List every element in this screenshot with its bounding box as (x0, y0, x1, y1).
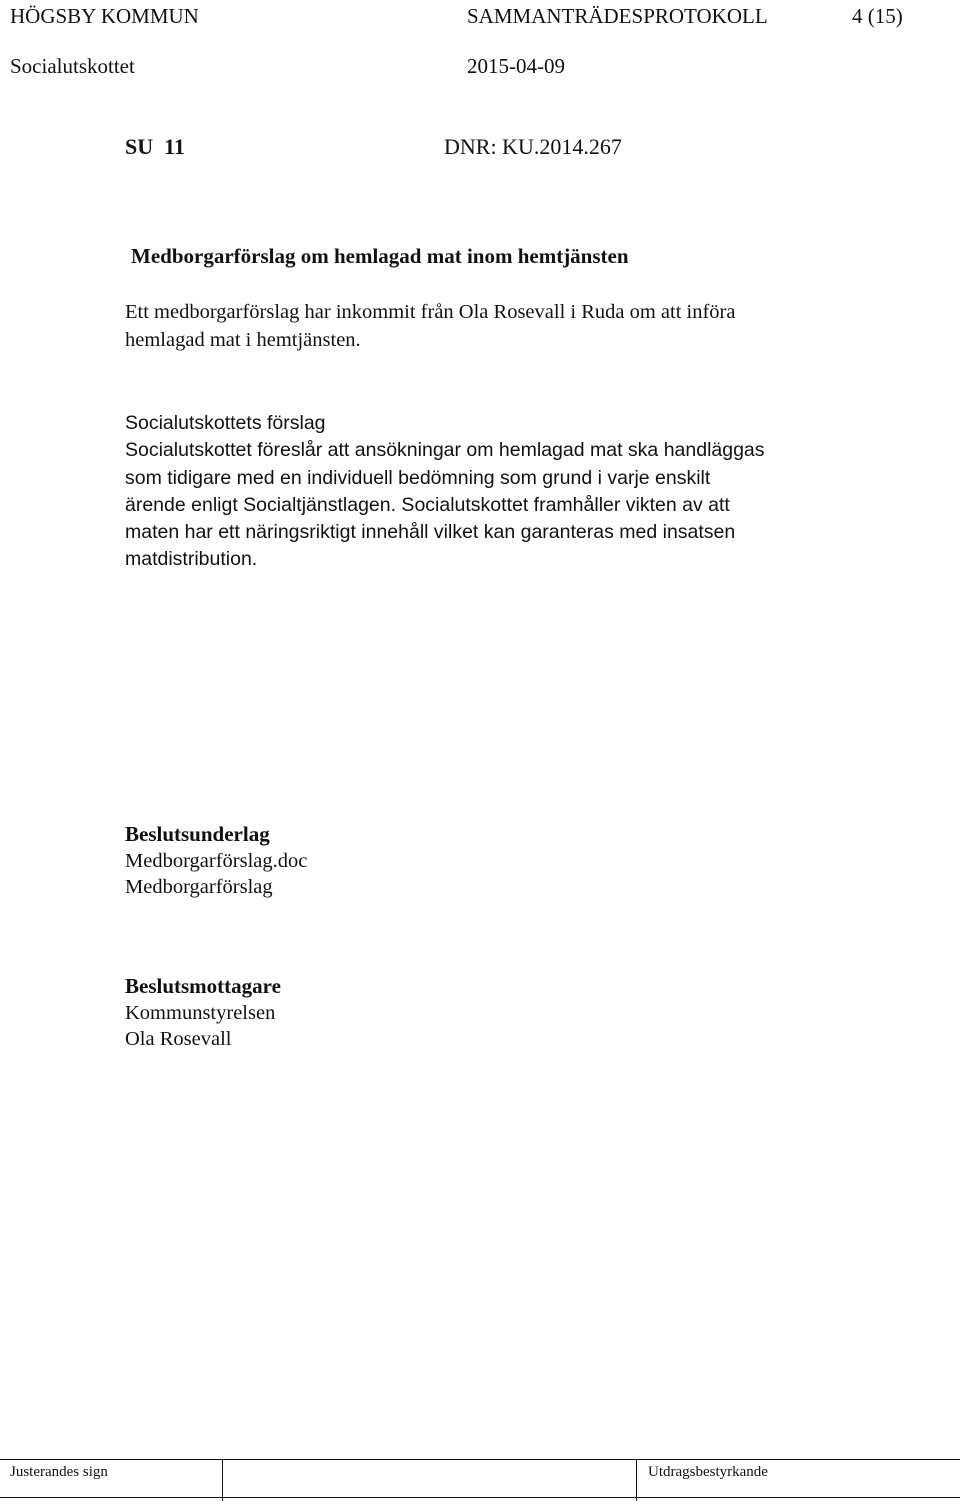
proposal-section (125, 410, 765, 574)
text-line: Ett medborgarförslag har inkommit från Ola Rosevall i Ruda om att införa (125, 301, 736, 323)
page-title: Medborgarförslag om hemlagad mat inom hemtjänsten (131, 244, 629, 268)
section-heading: Socialutskottets förslag (125, 412, 326, 434)
footer-bottom-rule (0, 1497, 960, 1498)
page-number: 4 (15) (852, 4, 903, 28)
text-line: matdistribution. (125, 548, 258, 571)
list-item: Medborgarförslag (125, 876, 273, 898)
section-heading: Beslutsunderlag (125, 822, 270, 846)
meeting-date: 2015-04-09 (467, 54, 565, 78)
signature-label: Justerandes sign (10, 1464, 108, 1480)
text-line: hemlagad mat i hemtjänsten. (125, 328, 361, 351)
document-type: SAMMANTRÄDESPROTOKOLL (467, 4, 768, 28)
footer-top-rule (0, 1459, 960, 1460)
section-heading: Beslutsmottagare (125, 974, 281, 998)
text-line: ärende enligt Socialtjänstlagen. Socialutskottet framhåller vikten av att (125, 493, 730, 516)
certification-label: Utdragsbestyrkande (648, 1464, 768, 1480)
text-line: som tidigare med en individuell bedömning som grund i varje enskilt (125, 466, 711, 489)
list-item: Ola Rosevall (125, 1028, 232, 1050)
footer-divider (222, 1459, 223, 1501)
committee-name: Socialutskottet (10, 54, 135, 78)
basis-section (125, 821, 307, 901)
list-item: Medborgarförslag.doc (125, 849, 308, 872)
text-line: Socialutskottet föreslår att ansökningar om hemlagad mat ska handläggas (125, 439, 765, 462)
footer-divider (636, 1459, 637, 1501)
intro-paragraph (125, 299, 736, 354)
recipients-section (125, 973, 281, 1053)
diary-number: DNR: KU.2014.267 (444, 134, 622, 159)
municipality-name: HÖGSBY KOMMUN (10, 4, 199, 28)
text-line: maten har ett näringsriktigt innehåll vilket kan garanteras med insatsen (125, 521, 736, 544)
list-item: Kommunstyrelsen (125, 1001, 276, 1024)
case-number: SU 11 (125, 134, 185, 159)
